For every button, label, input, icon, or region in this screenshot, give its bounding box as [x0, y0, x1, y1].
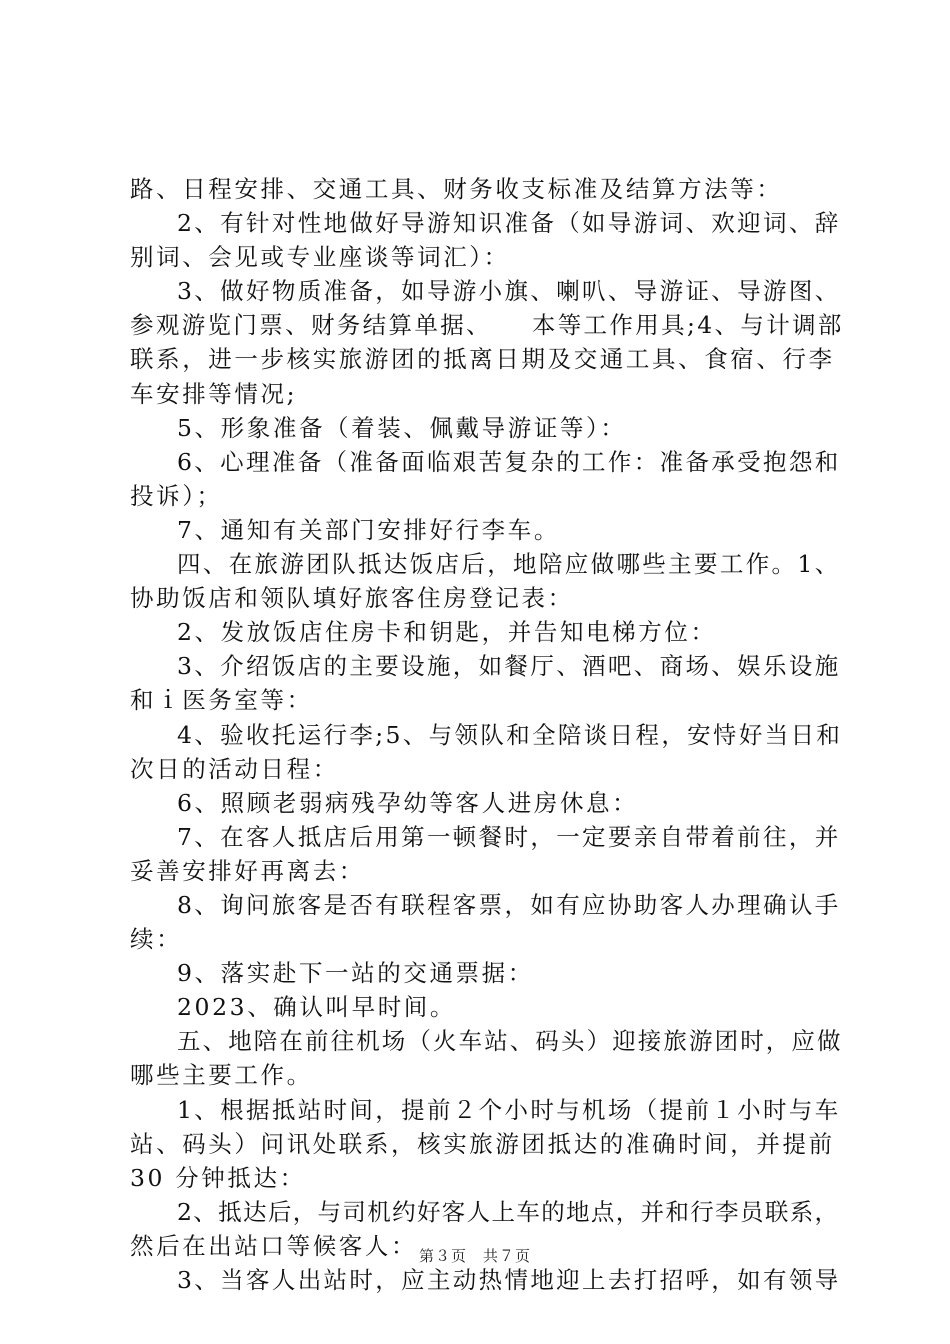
- text-line: 然后在出站口等候客人：: [130, 1231, 418, 1260]
- text-line: 2、发放饭店住房卡和钥匙，并告知电梯方位：: [177, 618, 717, 647]
- text-line: 1、根据抵站时间，提前２个小时与机场（提前１小时与车: [177, 1095, 841, 1124]
- document-body: [130, 172, 844, 1297]
- text-line: 四、在旅游团队抵达饭店后，地陪应做哪些主要工作。1、: [177, 550, 841, 579]
- page-footer: 第３页 共７页: [418, 1247, 531, 1265]
- text-line: 3、介绍饭店的主要设施，如餐厅、酒吧、商场、娱乐设施: [177, 652, 841, 681]
- text-line: 8、询问旅客是否有联程客票，如有应协助客人办理确认手: [177, 890, 841, 919]
- text-line: 9、落实赴下一站的交通票据：: [177, 959, 534, 988]
- text-line: 2、抵达后，与司机约好客人上车的地点，并和行李员联系，: [177, 1197, 840, 1226]
- text-line: 7、通知有关部门安排好行李车。: [177, 515, 560, 544]
- text-line: 和ｉ医务室等：: [130, 686, 313, 715]
- text-line: 别词、会见或专业座谈等词汇）：: [130, 243, 510, 272]
- text-line: 联系，进一步核实旅游团的抵离日期及交通工具、食宿、行李: [130, 345, 835, 374]
- text-line: 五、地陪在前往机场（火车站、码头）迎接旅游团时，应做: [177, 1027, 843, 1056]
- text-line: 投诉）；: [130, 481, 223, 510]
- text-line: 参观游览门票、财务结算单据、 本等工作用具;4、与计调部: [130, 311, 844, 340]
- text-line: 车安排等情况;: [130, 379, 298, 408]
- text-line: 路、日程安排、交通工具、财务收支标准及结算方法等：: [130, 175, 783, 203]
- text-line: 2、有针对性地做好导游知识准备（如导游词、欢迎词、辞: [177, 209, 841, 238]
- text-line: 站、码头）问讯处联系，核实旅游团抵达的准确时间，并提前: [130, 1129, 835, 1158]
- text-line: 妥善安排好再离去：: [130, 856, 365, 885]
- text-line: 次日的活动日程：: [130, 754, 339, 783]
- text-line: 3、做好物质准备，如导游小旗、喇叭、导游证、导游图、: [177, 277, 841, 306]
- text-line: 6、心理准备（准备面临艰苦复杂的工作：准备承受抱怨和: [177, 447, 841, 476]
- text-line: 协助饭店和领队填好旅客住房登记表：: [130, 584, 574, 613]
- text-line: 续：: [130, 925, 183, 954]
- text-line: 5、形象准备（着装、佩戴导游证等）：: [177, 413, 627, 442]
- text-line: 2023、确认叫早时间。: [177, 993, 457, 1022]
- text-line: 哪些主要工作。: [130, 1061, 313, 1090]
- text-line: 3、当客人出站时，应主动热情地迎上去打招呼，如有领导: [177, 1266, 841, 1294]
- text-line: 4、验收托运行李;5、与领队和全陪谈日程，安恃好当日和: [177, 720, 843, 749]
- text-line: 30 分钟抵达：: [130, 1163, 306, 1192]
- text-line: 7、在客人抵店后用第一顿餐时，一定要亲自带着前往，并: [177, 822, 841, 851]
- text-line: 6、照顾老弱病残孕幼等客人进房休息：: [177, 788, 639, 817]
